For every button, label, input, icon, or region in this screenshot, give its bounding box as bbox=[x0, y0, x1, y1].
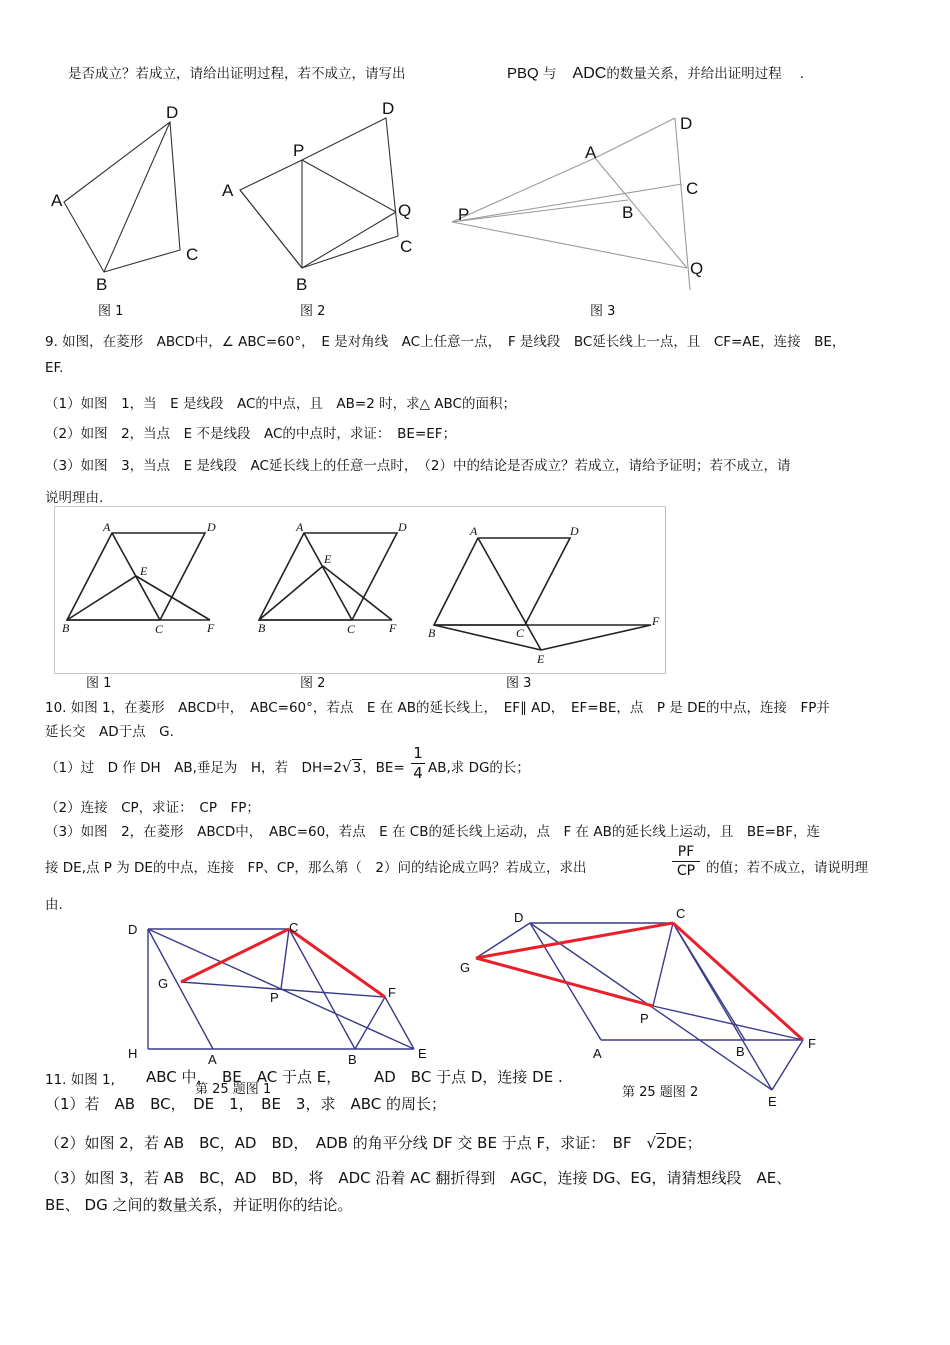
q9-fig3-label-b: B bbox=[428, 626, 436, 640]
q9-fig2-caption: 图 2 bbox=[300, 676, 326, 691]
q10-sqrt-value: 3 bbox=[352, 760, 362, 776]
fig3-label-p: P bbox=[458, 205, 470, 224]
q11-sub2-a: （2）如图 2，若 AB BC，AD BD， ADB 的角平分线 DF 交 BE 于点 F，求证： BF bbox=[45, 1134, 647, 1152]
q9-line2: EF. bbox=[45, 360, 64, 376]
q10-sub3d: 由. bbox=[45, 897, 63, 913]
fig2-label-q: Q bbox=[398, 201, 412, 220]
q10-fig2-caption: 第 25 题图 2 bbox=[622, 1085, 699, 1100]
q9-fig2-label-a: A bbox=[296, 520, 304, 534]
q10-sub3a: （3）如图 2，在菱形 ABCD中， ABC=60，若点 E 在 CB的延长线上运动，点 F 在 AB的延长线上运动，且 BE=BF，连 bbox=[45, 824, 820, 840]
fig3-label-a: A bbox=[585, 143, 597, 162]
fig2-label-p: P bbox=[293, 141, 305, 160]
q10-fig2-label-b: B bbox=[736, 1044, 745, 1059]
q10-fig1-label-h: H bbox=[128, 1046, 138, 1061]
fig3-label-c: C bbox=[686, 179, 699, 198]
q11-sqrt-sign: √ bbox=[646, 1134, 657, 1152]
q9-fig1-label-a: A bbox=[103, 520, 111, 534]
q9-fig3-label-c: C bbox=[516, 626, 525, 640]
fig3-label-b: B bbox=[622, 203, 634, 222]
q11-sqrt-value: 2 bbox=[656, 1134, 666, 1152]
q10-fig2-label-g: G bbox=[460, 960, 471, 975]
q9-fig2-label-f: F bbox=[389, 621, 397, 635]
q9-fig2-label-d: D bbox=[398, 520, 407, 534]
q10-frac-den: 4 bbox=[413, 764, 423, 782]
q10-fig1-label-p: P bbox=[270, 990, 279, 1005]
q10-sub1-b: ，BE= bbox=[362, 760, 405, 776]
q9-fig1-label-b: B bbox=[62, 621, 70, 635]
q10-fig1-label-a: A bbox=[208, 1052, 217, 1067]
q9-sub1: （1）如图 1，当 E 是线段 AC的中点，且 AB=2 时，求△ ABC的面积； bbox=[45, 396, 516, 412]
q10-sub1-c: AB,求 DG的长； bbox=[428, 760, 530, 776]
intro-yu: 与 bbox=[542, 66, 557, 81]
q9-fig2-label-c: C bbox=[347, 622, 356, 636]
q10-fig1-label-g: G bbox=[158, 976, 169, 991]
q10-fig1-red bbox=[181, 929, 385, 997]
q11-sub3b: BE、 DG 之间的数量关系，并证明你的结论。 bbox=[45, 1196, 353, 1214]
fig1-caption: 图 1 bbox=[98, 304, 124, 319]
q11-sub1: （1）若 AB BC， DE 1， BE 3，求 ABC 的周长； bbox=[45, 1095, 447, 1113]
q11-sub2-b: DE； bbox=[665, 1134, 702, 1152]
intro-pbq-text: PBQ bbox=[507, 65, 539, 82]
q9-sub3a: （3）如图 3，当点 E 是线段 AC延长线上的任意一点时， （2）中的结论是否成立？若成立，请给予证明；若不成立，请 bbox=[45, 458, 791, 474]
fig2-label-c: C bbox=[400, 237, 413, 256]
intro-adc: ADC bbox=[572, 65, 607, 82]
q10-fig1-label-b: B bbox=[348, 1052, 357, 1067]
q10-fig2-label-c: C bbox=[676, 906, 686, 921]
q9-fig2-label-e: E bbox=[324, 552, 332, 566]
q10-sub2: （2）连接 CP，求证： CP FP； bbox=[45, 800, 260, 816]
fig3-label-q: Q bbox=[690, 259, 704, 278]
fig2-label-d: D bbox=[382, 99, 395, 118]
q9-fig1-caption: 图 1 bbox=[86, 676, 112, 691]
fig1-label-c: C bbox=[186, 245, 199, 264]
q10-sqrt-sign: √ bbox=[342, 758, 352, 776]
q9-fig1-label-f: F bbox=[207, 621, 215, 635]
fig2-label-b: B bbox=[296, 275, 308, 294]
q10-fig1-label-e: E bbox=[418, 1046, 427, 1061]
q10-sub3b: 接 DE,点 P 为 DE的中点，连接 FP、CP，那么第（ 2）问的结论成立吗？若成立，求出 bbox=[45, 860, 587, 876]
fig2-label-a: A bbox=[222, 181, 234, 200]
q10-fig2-label-p: P bbox=[640, 1011, 649, 1026]
q10-fig1-label-d: D bbox=[128, 922, 138, 937]
q11-line1-c: BE AC 于点 E， bbox=[222, 1068, 342, 1086]
q11-line1-b: ABC 中， bbox=[146, 1068, 212, 1086]
q10-fig1-label-c: C bbox=[289, 920, 299, 935]
q9-fig2-label-b: B bbox=[258, 621, 266, 635]
q9-fig1-label-d: D bbox=[207, 520, 216, 534]
q10-line1: 10. 如图 1，在菱形 ABCD中， ABC=60°，若点 E 在 AB的延长线上， EF∥ AD， EF=BE，点 P 是 DE的中点，连接 FP并 bbox=[45, 700, 830, 716]
q11-line1-a: 11. 如图 1, bbox=[45, 1072, 115, 1088]
fig1-label-b: B bbox=[96, 275, 108, 294]
q10-fig2-label-f: F bbox=[808, 1036, 816, 1051]
q10-fig2-label-a: A bbox=[593, 1046, 602, 1061]
intro-period: . bbox=[799, 65, 804, 82]
q9-line1: 9. 如图，在菱形 ABCD中，∠ ABC=60°， E 是对角线 AC上任意一点， F 是线段 BC延长线上一点，且 CF=AE，连接 BE， bbox=[45, 334, 846, 350]
intro-text-a: 是否成立？若成立，请给出证明过程，若不成立，请写出 bbox=[68, 66, 406, 82]
fig1-label-a: A bbox=[51, 191, 63, 210]
q10-frac-num: 1 bbox=[413, 744, 423, 762]
q9-fig1-label-c: C bbox=[155, 622, 164, 636]
fig2-caption: 图 2 bbox=[300, 304, 326, 319]
q10-line2: 延长交 AD于点 G. bbox=[45, 724, 174, 740]
q10-sub3c: 的值；若不成立，请说明理 bbox=[706, 860, 868, 876]
q9-fig3-caption: 图 3 bbox=[506, 676, 532, 691]
q11-line1-d: AD BC 于点 D，连接 DE . bbox=[374, 1068, 563, 1086]
fig1-label-d: D bbox=[166, 103, 179, 122]
q9-fig1-label-e: E bbox=[140, 564, 148, 578]
q9-fig3-label-a: A bbox=[470, 524, 478, 538]
intro-rest: 的数量关系，并给出证明过程 bbox=[606, 66, 782, 81]
q9-fig3-label-d: D bbox=[570, 524, 579, 538]
q11-sub3a: （3）如图 3，若 AB BC，AD BD，将 ADC 沿着 AC 翻折得到 AGC，连接 DG、EG，请猜想线段 AE、 bbox=[45, 1169, 792, 1187]
q10-fig2-label-d: D bbox=[514, 910, 524, 925]
q10-sub1-a: （1）过 D 作 DH AB,垂足为 H，若 DH=2 bbox=[45, 760, 342, 776]
q10-fig2-label-e: E bbox=[768, 1094, 777, 1109]
fig3-label-d: D bbox=[680, 114, 693, 133]
q10-frac-cp: CP bbox=[676, 863, 696, 879]
q9-sub2: （2）如图 2，当点 E 不是线段 AC的中点时，求证： BE=EF； bbox=[45, 426, 457, 442]
q11-sub2 bbox=[45, 1132, 702, 1153]
q9-sub3b: 说明理由. bbox=[45, 490, 104, 506]
q9-fig3-label-e: E bbox=[537, 652, 545, 666]
q10-frac-pf: PF bbox=[677, 844, 695, 860]
q9-fig3-label-f: F bbox=[652, 614, 660, 628]
q10-fig1-label-f: F bbox=[388, 985, 396, 1000]
q10-fig1-caption: 第 25 题图 1 bbox=[195, 1082, 272, 1097]
fig3-caption: 图 3 bbox=[590, 304, 616, 319]
